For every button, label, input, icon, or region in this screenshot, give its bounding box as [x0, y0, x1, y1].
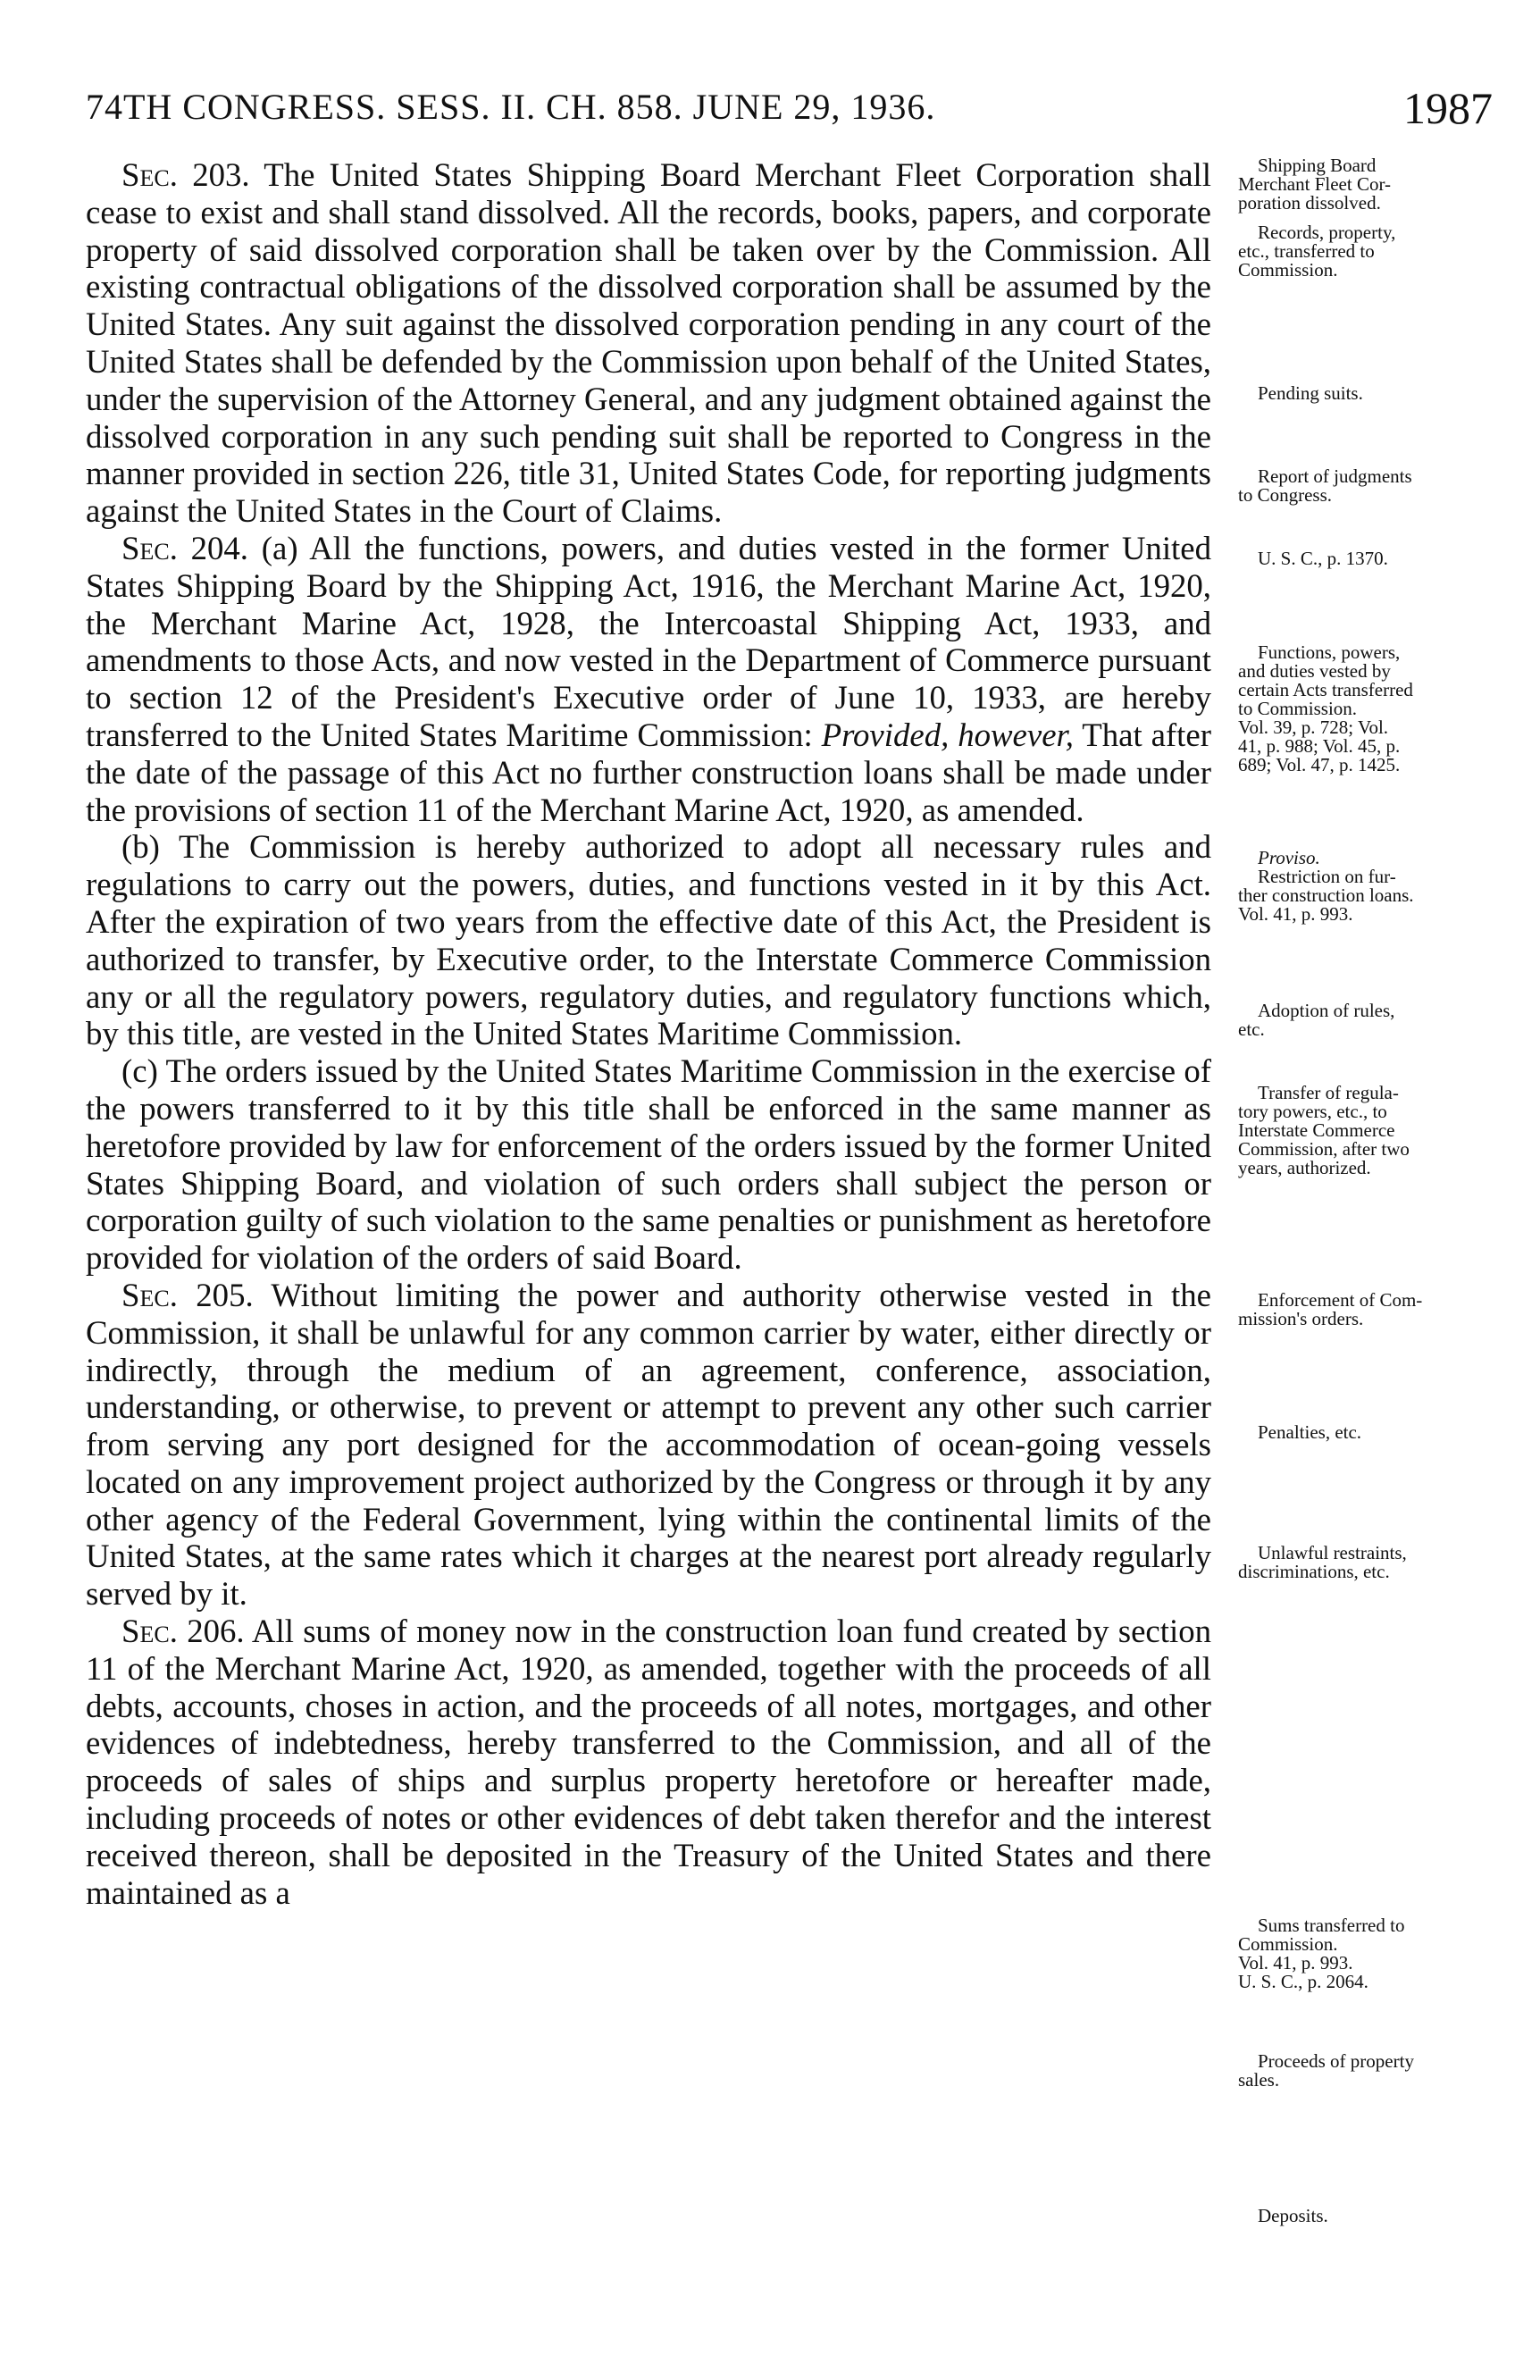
- note-line: discriminations, etc.: [1238, 1561, 1390, 1582]
- note-line: to Congress.: [1238, 484, 1332, 506]
- note-line: Pending suits.: [1258, 382, 1363, 404]
- section-text: (a) All the functions, powers, and duties vested in the former United States Shipping Board by the Shipping Act, 1916, the Merchant Marine Act, 1920, the Merchant Marine Act, 1928, the Intercoastal Shipping Act, 1933, and amendments to those Acts, and now vested in the Department of Commerce pursuant to section 12 of the President's Executive order of June 10, 1933, are hereby transferred to the United States Maritime Commission:: [86, 529, 1211, 753]
- margin-note-usc-1370: [1238, 549, 1497, 568]
- note-line: 41, p. 988; Vol. 45, p.: [1238, 735, 1401, 757]
- note-line: Penalties, etc.: [1258, 1421, 1362, 1443]
- note-line: U. S. C., p. 1370.: [1258, 548, 1388, 569]
- section-204-a: [86, 530, 1211, 828]
- note-line: etc.: [1238, 1018, 1265, 1040]
- section-203: [86, 156, 1211, 530]
- note-line: Commission.: [1238, 1933, 1338, 1955]
- section-label: Sec. 204.: [121, 529, 249, 566]
- note-line: Proceeds of property: [1258, 2050, 1414, 2072]
- note-line: and duties vested by: [1238, 660, 1391, 682]
- section-label: Sec. 205.: [121, 1276, 254, 1313]
- margin-note-records: [1238, 223, 1497, 280]
- section-204-c: (c) The orders issued by the United States Maritime Commission in the exercise of the powers transferred to it by this title shall be enforced in the same manner as heretofore provided by law for enforcement of the orders issued by the former United States Shipping Board, and violation of such orders shall subject the person or corporation guilty of such violation to the same penalties or punishment as heretofore provided for violation of the orders of said Board.: [86, 1052, 1211, 1277]
- margin-note-penalties: [1238, 1423, 1497, 1442]
- section-label: Sec. 206.: [121, 1613, 245, 1650]
- note-line: Vol. 41, p. 993.: [1238, 1952, 1353, 1974]
- margin-note-unlawful: [1238, 1544, 1497, 1581]
- note-line: 689; Vol. 47, p. 1425.: [1238, 754, 1401, 775]
- section-label: Sec. 203.: [121, 156, 250, 193]
- note-line: Commission, after two: [1238, 1138, 1410, 1160]
- note-line: ther construction loans.: [1238, 884, 1414, 906]
- note-line: Adoption of rules,: [1258, 1000, 1395, 1021]
- note-line: Vol. 41, p. 993.: [1238, 903, 1353, 925]
- note-line: Sums transferred to: [1258, 1915, 1405, 1936]
- margin-note-sums: [1238, 1916, 1497, 1991]
- page-number: 1987: [1403, 83, 1493, 133]
- statute-body: [86, 156, 1211, 1911]
- note-line: mission's orders.: [1238, 1308, 1364, 1329]
- note-line: Report of judgments: [1258, 465, 1412, 487]
- note-line: certain Acts transferred: [1238, 679, 1413, 700]
- note-line: Enforcement of Com-: [1258, 1289, 1423, 1311]
- running-head: 74TH CONGRESS. SESS. II. CH. 858. JUNE 29, 1936.: [86, 87, 936, 127]
- margin-note-transfer: [1238, 1084, 1497, 1177]
- margin-note-shipping-board: [1238, 156, 1497, 213]
- margin-note-pending-suits: [1238, 384, 1497, 403]
- note-line: Commission.: [1238, 259, 1338, 281]
- section-text: The United States Shipping Board Merchant Fleet Corporation shall cease to exist and shall stand dissolved. All the records, books, papers, and corporate property of said dissolved corporation shall be taken over by the Commission. All existing contractual obligations of the dissolved corporation shall be assumed by the United States. Any suit against the dissolved corporation pending in any court of the United States shall be defended by the Commission upon behalf of the United States, under the supervision of the Attorney General, and any judgment obtained against the dissolved corporation in any such pending suit shall be reported to Congress in the manner provided in section 226, title 31, United States Code, for reporting judgments against the United States in the Court of Claims.: [86, 156, 1211, 530]
- margin-note-proceeds: [1238, 2052, 1497, 2090]
- note-line: sales.: [1238, 2069, 1280, 2091]
- running-header: [86, 83, 1493, 139]
- note-line: etc., transferred to: [1238, 240, 1375, 262]
- margin-note-deposits: [1238, 2207, 1497, 2225]
- note-line: to Commission.: [1238, 698, 1358, 719]
- note-line: Shipping Board: [1258, 155, 1377, 176]
- section-text: That after the date of the passage of this Act no further construction loans shall be made under the provisions of section 11 of the Merchant Marine Act, 1920, as amended.: [86, 716, 1211, 828]
- margin-note-proviso: [1238, 849, 1497, 924]
- note-line: Deposits.: [1258, 2205, 1328, 2226]
- note-line: Functions, powers,: [1258, 641, 1401, 663]
- section-205: [86, 1277, 1211, 1613]
- note-line: years, authorized.: [1238, 1157, 1371, 1178]
- note-line: Records, property,: [1258, 222, 1396, 243]
- margin-note-enforcement: [1238, 1291, 1497, 1328]
- margin-note-functions: [1238, 643, 1497, 775]
- note-line: Unlawful restraints,: [1258, 1542, 1407, 1563]
- note-line: tory powers, etc., to: [1238, 1101, 1387, 1122]
- margin-note-rules: [1238, 1001, 1497, 1039]
- margin-note-report: [1238, 467, 1497, 505]
- note-line: Restriction on fur-: [1258, 866, 1396, 887]
- note-line: Proviso.: [1258, 847, 1320, 868]
- section-206: [86, 1613, 1211, 1911]
- note-line: poration dissolved.: [1238, 192, 1381, 214]
- note-line: Interstate Commerce: [1238, 1119, 1395, 1141]
- proviso-words: Provided, however,: [821, 716, 1074, 753]
- note-line: Merchant Fleet Cor-: [1238, 173, 1392, 195]
- section-204-b: (b) The Commission is hereby authorized to adopt all necessary rules and regulations to carry out the powers, duties, and functions vested in it by this Act. After the expiration of two years from the effective date of this Act, the President is authorized to transfer, by Executive order, to the Interstate Commerce Commission any or all the regulatory powers, regulatory duties, and regulatory functions which, by this title, are vested in the United States Maritime Commission.: [86, 828, 1211, 1052]
- note-line: Vol. 39, p. 728; Vol.: [1238, 717, 1389, 738]
- note-line: U. S. C., p. 2064.: [1238, 1971, 1368, 1992]
- section-text: All sums of money now in the construction loan fund created by section 11 of the Merchant Marine Act, 1920, as amended, together with the proceeds of all debts, accounts, choses in action, and the proceeds of all notes, mortgages, and other evidences of indebtedness, hereby transferred to the Commission, and all of the proceeds of sales of ships and surplus property heretofore or hereafter made, including proceeds of notes or other evidences of debt taken therefor and the interest received thereon, shall be deposited in the Treasury of the United States and there maintained as a: [86, 1613, 1212, 1911]
- section-text: Without limiting the power and authority otherwise vested in the Commission, it shall be unlawful for any common carrier by water, either directly or indirectly, through the medium of an agreement, conference, association, understanding, or otherwise, to prevent or attempt to prevent any other such carrier from serving any port designed for the accommodation of ocean-going vessels located on any improvement project authorized by the Congress or through it by any other agency of the Federal Government, lying within the continental limits of the United States, at the same rates which it charges at the nearest port already regularly served by it.: [86, 1276, 1211, 1613]
- note-line: Transfer of regula-: [1258, 1082, 1399, 1103]
